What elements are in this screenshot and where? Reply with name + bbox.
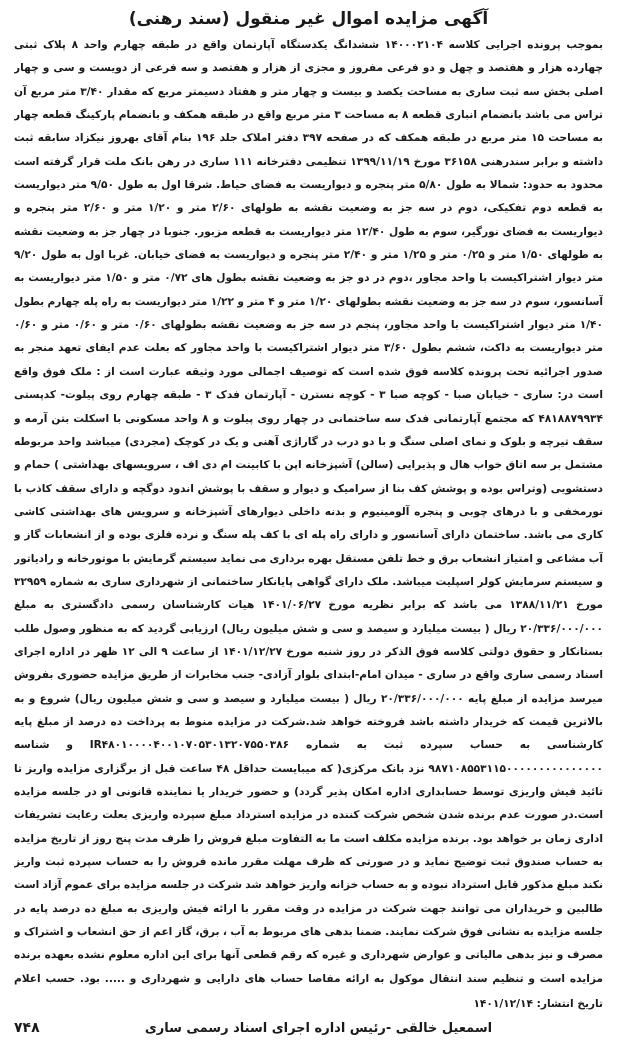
ad-code: ۷۴۸ bbox=[14, 1020, 40, 1036]
notice-title: آگهی مزایده اموال غیر منقول (سند رهنی) bbox=[128, 9, 489, 29]
signer-name: اسمعیل خالقی -رئیس اداره اجرای اسناد رسمی ساری bbox=[144, 1020, 493, 1036]
notice-body bbox=[14, 34, 603, 992]
notice-footer bbox=[14, 1014, 603, 1042]
notice-body-text: بموجب پرونده اجرایی کلاسه ۱۴۰۰۰۲۱۰۴ ششدانگ یکدستگاه آپارتمان واقع در طبقه چهارم واحد ۸ پلاک ثبتی چهارده هزار و هفتصد و چهل و دو فرعی مفروز و مجزی از هزار و هفتصد و سه فرعی از دویست و سی و چهار اصلی بخش سه ثبت ساری به مساحت یکصد و بیست و چهار متر و هفتاد دسیمتر مربع که مقدار ۳/۴۰ متر مربع آن تراس می باشد بانضمام انباری قطعه ۸ به مساحت ۳ متر مربع واقع در طبقه همکف و بانضمام پارکینگ قطعه چهار به مساحت ۱۵ متر مربع در طبقه همکف که در صفحه ۳۹۷ دفتر املاک جلد ۱۹۶ بنام آقای بهروز نیکزاد سابقه ثبت داشته و برابر سندرهنی ۳۶۱۵۸ مورخ ۱۳۹۹/۱۱/۱۹ تنظیمی دفترخانه ۱۱۱ ساری در رهن بانک ملت قرار گرفته است محدود به حدود: شمالا به طول ۵/۸۰ متر پنجره و دیواریست به فضای حیاط. شرقا اول به طول ۹/۵۰ متر دیواریست به قطعه دوم تفکیکی، دوم در سه جز به وضعیت نقشه به طولهای ۲/۶۰ متر و ۱/۲۰ متر و ۲/۶۰ متر پنجره و دیواریست به فضای نورگیر، سوم به طول ۱۲/۴۰ متر دیواریست به قطعه مزبور. جنوبا در چهار جز به وضعیت نقشه به طولهای ۱/۵۰ متر و ۰/۲۵ متر و ۱/۲۵ متر و ۲/۴۰ متر پنجره و دیواریست به فضای خیابان. غربا اول به طول ۹/۲۰ متر دیوار اشتراکیست با واحد مجاور ،دوم در دو جز به وضعیت نقشه بطول های ۰/۷۲ متر و ۱/۵۰ متر دیواریست به آسانسور، سوم در سه جز به وضعیت نقشه بطولهای ۱/۲۰ متر و ۴ متر و ۱/۲۲ متر دیواریست به راه پله چهارم بطول ۱/۴۰ متر دیوار اشتراکیست با واحد مجاور، پنجم در سه جز به وضعیت نقشه بطولهای ۰/۶۰ متر و ۰/۶۰ متر و ۰/۶۰ متر دیواریست به داکت، ششم بطول ۳/۶۰ متر دیوار اشتراکیست با واحد مجاور که بعلت عدم ایفای تعهد منجر به صدور اجرائیه تحت پرونده کلاسه فوق شده است که توصیف اجمالی مورد وثیقه عبارت است از : ملک فوق واقع است در: ساری - خیابان صبا - کوچه صبا ۳ - کوچه نسترن - آپارتمان فدک ۳ - طبقه چهارم روی پیلوت- کدپستی ۴۸۱۸۸۷۹۹۳۴ که مجتمع آپارتمانی فدک سه ساختمانی در چهار روی پیلوت و ۸ واحد مسکونی با اسکلت بتن آرمه و سقف تیرچه و بلوک و نمای اصلی سنگ و با دو درب در گاراژی آهنی و یک در کوچک (مجردی) میباشد واحد مربوطه مشتمل بر سه اتاق خواب هال و پذیرایی (سالن) آشپزخانه اپن با کابینت ام دی اف ، سرویسهای بهداشتی ) حمام و دستشویی (وتراس بوده و پوشش کف بنا از سرامیک و دیوار و سقف با پوشش اندود دوگچه و دارای سقف کاذب با نورمخفی و با درهای چوبی و پنجره آلومینیوم و بدنه داخلی دیوارهای آشپزخانه و سرویس های بهداشتی کاشی کاری می باشد. ساختمان دارای آسانسور و دارای راه پله ای با کف پله سنگ و نرده فلزی بوده و از انشعابات گاز و آب مشاعی و امتیاز انشعاب برق و خط تلفن مستقل بهره برداری می نماید سیستم گرمایش با موتورخانه و رادیاتور و سیستم سرمایش کولر اسپلیت میباشد. ملک دارای گواهی پایانکار ساختمانی از شهرداری ساری به شماره ۳۲۹۵۹ مورخ ۱۳۸۸/۱۱/۲۱ می باشد که برابر نظریه مورخ ۱۴۰۱/۰۶/۲۷ هیات کارشناسان رسمی دادگستری به مبلغ ۲۰/۳۳۶/۰۰۰/۰۰۰ ریال ( بیست میلیارد و سیصد و سی و شش میلیون ریال) ارزیابی گردید که به منظور وصول طلب بستانکار و حقوق دولتی کلاسه فوق الذکر در روز شنبه مورخ ۱۴۰۱/۱۲/۲۷ از ساعت ۹ الی ۱۲ ظهر در اداره اجرای اسناد رسمی ساری واقع در ساری - میدان امام-ابتدای بلوار آزادی- جنب مخابرات از طریق مزایده حضوری بفروش میرسد مزایده از مبلغ پایه ۲۰/۳۳۶/۰۰۰/۰۰۰ ریال ( بیست میلیارد و سیصد و سی و شش میلیون ریال) شروع و به بالاترین قیمت که خریدار داشته باشد فروخته خواهد شد.شرکت در مزایده منوط به پرداخت ده درصد از مبلغ پایه کارشناسی به حساب سپرده ثبت به شماره IR۴۸۰۱۰۰۰۰۴۰۰۱۰۷۰۵۳۰۱۳۲۰۷۵۵۰۳۸۶ و شناسه ۹۸۷۱۰۸۵۵۳۱۱۵۰۰۰۰۰۰۰۰۰۰۰۰۰۰۰ نزد بانک مرکزی( که میبایست حداقل ۴۸ ساعت قبل از برگزاری مزایده واریز تا تائید فیش واریزی توسط حسابداری اداره امکان پذیر گردد) و حضور خریدار یا نماینده قانونی او در جلسه مزایده است.در صورت عدم برنده شدن شخص شرکت کننده در مزایده استرداد مبلغ سپرده واریزی بعلت رعایت تشریفات اداری زمان بر خواهد بود. برنده مزایده مکلف است ما به التفاوت مبلغ فروش را ظرف مدت پنج روز از تاریخ مزایده به حساب صندوق ثبت توضیح نماید و در صورتی که ظرف مهلت مقرر مانده فروش را به حساب سپرده ثبت واریز نکند مبلغ مذکور قابل استرداد نبوده و به حساب خزانه واریز خواهد شد شرکت در جلسه مزایده برای عموم آزاد است طالبین و خریداران می توانند جهت شرکت در مزایده در وقت مقرر با ارائه فیش واریزی به مبلغ ده درصد پایه در جلسه مزایده به نشانی فوق شرکت نمایند. ضمنا بدهی های مربوط به آب ، برق، گاز اعم از حق انشعاب و اشتراک و مصرف و نیز بدهی مالیاتی و عوارض شهرداری و غیره که رقم قطعی آنها برای این اداره معلوم نشده بعهده برنده مزایده است و تنظیم سند انتقال موکول به ارائه مفاصا حساب های دارایی و شهرداری و ..... بود. حسب اعلام bbox=[14, 39, 603, 985]
publication-date: تاریخ انتشار: ۱۴۰۱/۱۲/۱۴ bbox=[473, 998, 603, 1010]
